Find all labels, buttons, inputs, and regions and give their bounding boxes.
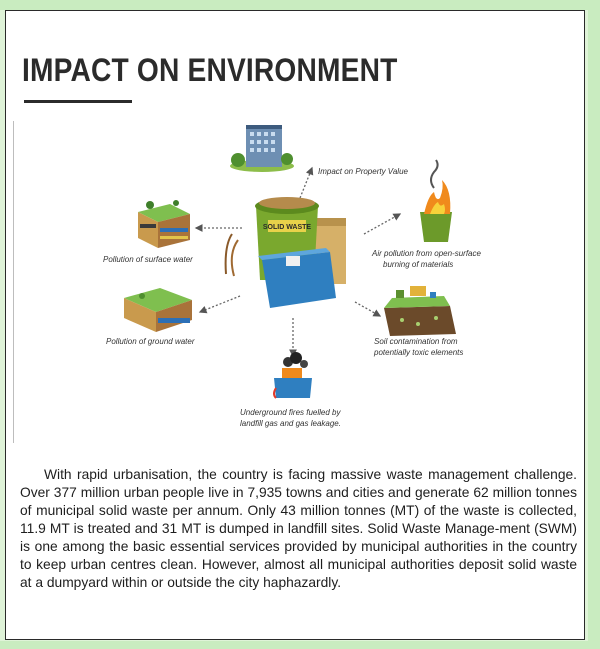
bin-label-text: SOLID WASTE: [262, 224, 312, 231]
page-title: IMPACT ON ENVIRONMENT: [22, 52, 398, 88]
diagram-illustration: [0, 110, 600, 440]
label-ground-water: Pollution of ground water: [106, 337, 195, 346]
arrow-property: [300, 168, 312, 198]
body-paragraph: With rapid urbanisation, the country is facing massive waste management challenge. Over 377 million urban people live in 7,935 towns and cities and generate 62 million tonnes of municipal solid waste per annum. Only 43 million tonnes (MT) of the waste is collected, 11.9 MT is treated and 31 MT is dumped in landfill sites. Solid Waste Manage-ment (SWM) is one among the basic essential services provided by municipal authorities in the country to keep urban centres clean. However, almost all municipal authorities deposit solid waste at a dumpyard within or outside the city haphazardly.: [20, 466, 577, 590]
building-icon: [230, 125, 294, 172]
title-underline: [24, 100, 132, 103]
label-property-value: Impact on Property Value: [318, 167, 408, 176]
surface-water-icon: [138, 200, 190, 248]
label-air-pollution-line2: burning of materials: [383, 260, 454, 269]
arrow-soil: [355, 302, 380, 316]
ground-water-icon: [124, 288, 192, 332]
page-stripe-top: [0, 0, 600, 10]
waste-bins-icon: [226, 197, 346, 308]
label-air-pollution-line1: Air pollution from open-surface: [372, 249, 481, 258]
label-fires-line2: landfill gas and gas leakage.: [240, 419, 341, 428]
page-stripe-bottom: [0, 641, 600, 649]
arrow-ground-water: [200, 296, 240, 312]
label-soil-line2: potentially toxic elements: [374, 348, 464, 357]
label-surface-water: Pollution of surface water: [103, 255, 193, 264]
impact-diagram: [0, 110, 600, 440]
soil-icon: [384, 286, 456, 336]
label-fires-line1: Underground fires fuelled by: [240, 408, 341, 417]
label-soil-line1: Soil contamination from: [374, 337, 458, 346]
arrow-air: [364, 214, 400, 234]
underground-fire-icon: [274, 352, 312, 398]
fire-icon: [420, 160, 452, 242]
